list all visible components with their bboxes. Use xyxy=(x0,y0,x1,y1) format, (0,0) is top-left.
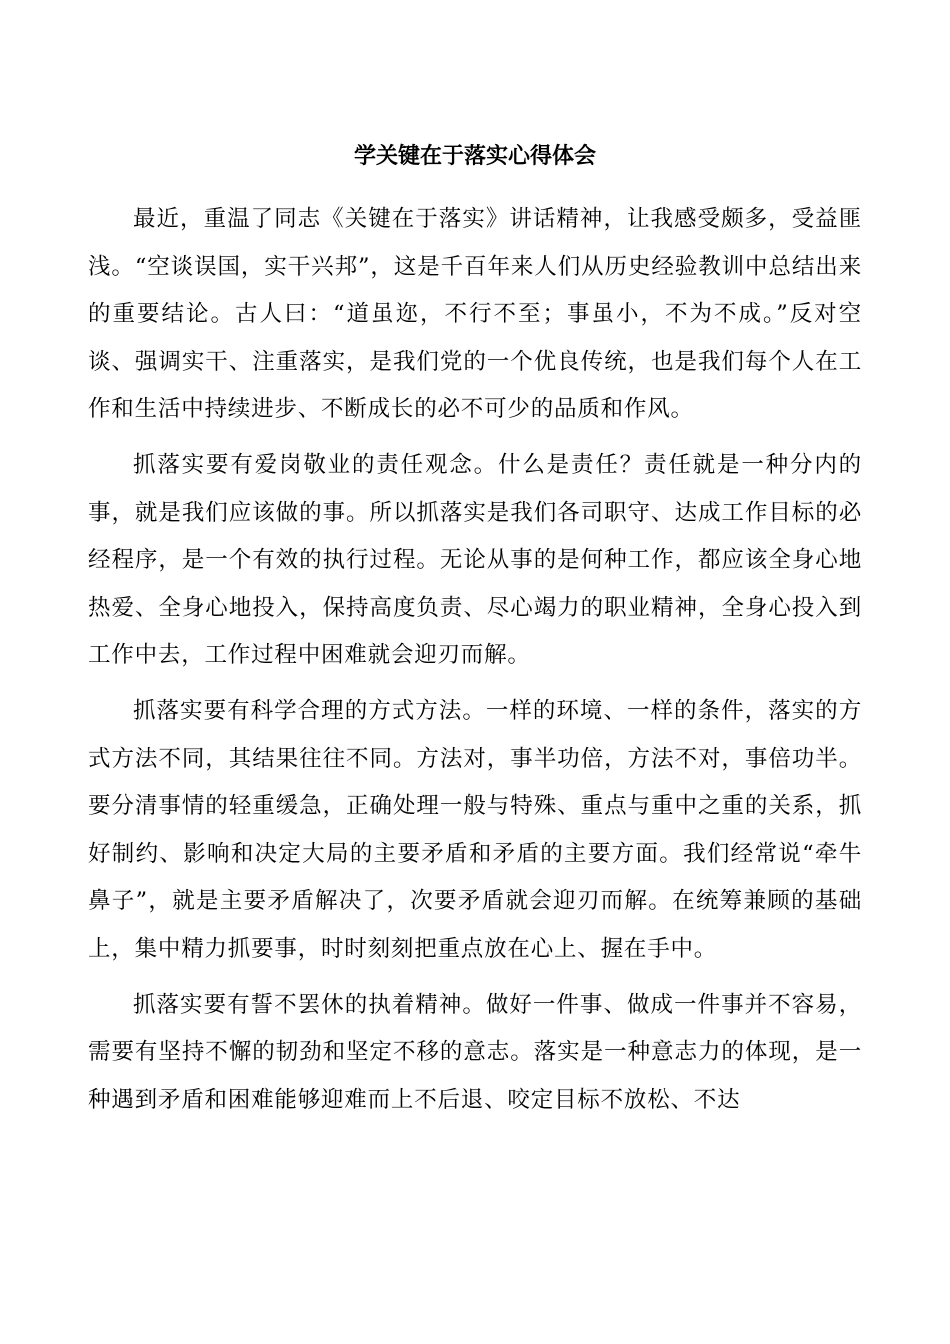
paragraph-1: 最近，重温了同志《关键在于落实》讲话精神，让我感受颇多，受益匪浅。“空谈误国，实干兴邦”，这是千百年来人们从历史经验教训中总结出来的重要结论。古人曰：“道虽迩，不行不至；事虽小，不为不成。”反对空谈、强调实干、注重落实，是我们党的一个优良传统，也是我们每个人在工作和生活中持续进步、不断成长的必不可少的品质和作风。 xyxy=(88,206,862,423)
document-title: 学关键在于落实心得体会 xyxy=(353,144,596,169)
paragraph-4: 抓落实要有誓不罢休的执着精神。做好一件事、做成一件事并不容易，需要有坚持不懈的韧劲和坚定不移的意志。落实是一种意志力的体现，是一种遇到矛盾和困难能够迎难而上不后退、咬定目标不放松、不达 xyxy=(88,991,862,1113)
document-body xyxy=(88,196,862,1132)
paragraph-2: 抓落实要有爱岗敬业的责任观念。什么是责任？责任就是一种分内的事，就是我们应该做的事。所以抓落实是我们各司职守、达成工作目标的必经程序，是一个有效的执行过程。无论从事的是何种工作，都应该全身心地热爱、全身心地投入，保持高度负责、尽心竭力的职业精神，全身心投入到工作中去，工作过程中困难就会迎刃而解。 xyxy=(88,451,862,669)
paragraph-3: 抓落实要有科学合理的方式方法。一样的环境、一样的条件，落实的方式方法不同，其结果往往不同。方法对，事半功倍，方法不对，事倍功半。要分清事情的轻重缓急，正确处理一般与特殊、重点与重中之重的关系，抓好制约、影响和决定大局的主要矛盾和矛盾的主要方面。我们经常说“牵牛鼻子”，就是主要矛盾解决了，次要矛盾就会迎刃而解。在统筹兼顾的基础上，集中精力抓要事，时时刻刻把重点放在心上、握在手中。 xyxy=(88,697,862,962)
